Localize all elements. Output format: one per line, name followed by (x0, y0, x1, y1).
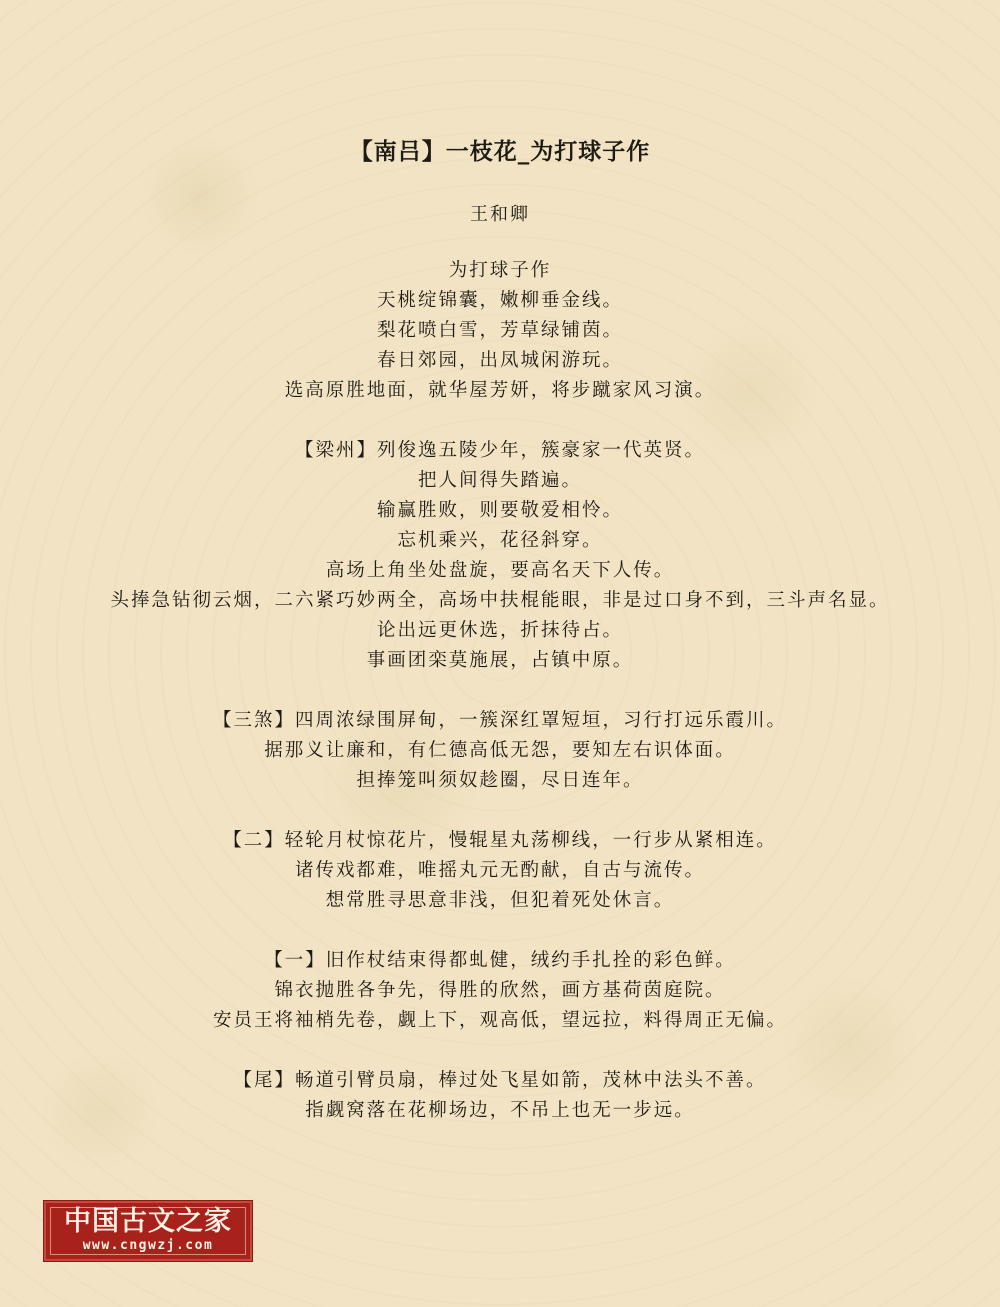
poem-author: 王和卿 (470, 204, 530, 225)
poem-line: 【梁州】列俊逸五陵少年，簇豪家一代英贤。 (294, 440, 705, 461)
poem-line: 输赢胜败，则要敬爱相怜。 (376, 500, 623, 521)
poem-title: 【南吕】一枝花_为打球子作 (349, 138, 651, 165)
poem-line: 锦衣抛胜各争先，得胜的欣然，画方基荷茵庭院。 (274, 980, 726, 1001)
poem-line: 高场上角坐处盘旋，要高名天下人传。 (325, 560, 675, 581)
poem-line: 把人间得失踏遍。 (417, 470, 582, 491)
poem-line: 担捧笼叫须奴趁圈，尽日连年。 (356, 770, 644, 791)
poem-line: 为打球子作 (448, 260, 552, 281)
poem-line: 【尾】畅道引臂员扇，棒过处飞星如箭，茂林中法头不善。 (233, 1070, 767, 1091)
poem-line: 【一】旧作杖结束得都虬健，绒约手扎拴的彩色鲜。 (264, 950, 736, 971)
stanza-er (30, 826, 970, 916)
poem-line: 论出远更休选，折抹待占。 (376, 620, 623, 641)
poem-line: 头捧急钻彻云烟，二六紧巧妙两全，高场中扶棍能眼，非是过口身不到，三斗声名显。 (110, 590, 890, 611)
poem-line: 安员王将袖梢先卷，觑上下，观高低，望远拉，料得周正无偏。 (212, 1010, 787, 1031)
stanza-liangzhou (30, 436, 970, 676)
poem-line: 选高原胜地面，就华屋芳妍，将步蹴家风习演。 (284, 380, 716, 401)
site-logo[interactable] (44, 1201, 252, 1261)
stanza-wei (30, 1066, 970, 1126)
poem-line: 【三煞】四周浓绿围屏甸，一簇深红罩短垣，习行打远乐霞川。 (212, 710, 787, 731)
poem-line: 【二】轻轮月杖惊花片，慢辊星丸荡柳线，一行步从紧相连。 (223, 830, 777, 851)
stanza-sansha (30, 706, 970, 796)
poem-line: 诸传戏都难，唯摇丸元无酌献，自古与流传。 (294, 860, 705, 881)
stanza-intro (30, 256, 970, 406)
poem-line: 春日郊园，出凤城闲游玩。 (376, 350, 623, 371)
poem-body (30, 256, 970, 1156)
poem-line: 梨花喷白雪，芳草绿铺茵。 (376, 320, 623, 341)
poem-line: 事画团栾莫施展，占镇中原。 (366, 650, 634, 671)
logo-name: 中国古文之家 (64, 1206, 232, 1237)
poem-line: 据那义让廉和，有仁德高低无怨，要知左右识体面。 (264, 740, 736, 761)
stanza-yi (30, 946, 970, 1036)
poem-line: 指觑窝落在花柳场边，不吊上也无一步远。 (305, 1100, 695, 1121)
poem-line: 忘机乘兴，花径斜穿。 (397, 530, 603, 551)
poem-line: 天桃绽锦囊，嫩柳垂金线。 (376, 290, 623, 311)
poem-line: 想常胜寻思意非浅，但犯着死处休言。 (325, 890, 675, 911)
logo-url: www.cngwzj.com (82, 1238, 214, 1253)
